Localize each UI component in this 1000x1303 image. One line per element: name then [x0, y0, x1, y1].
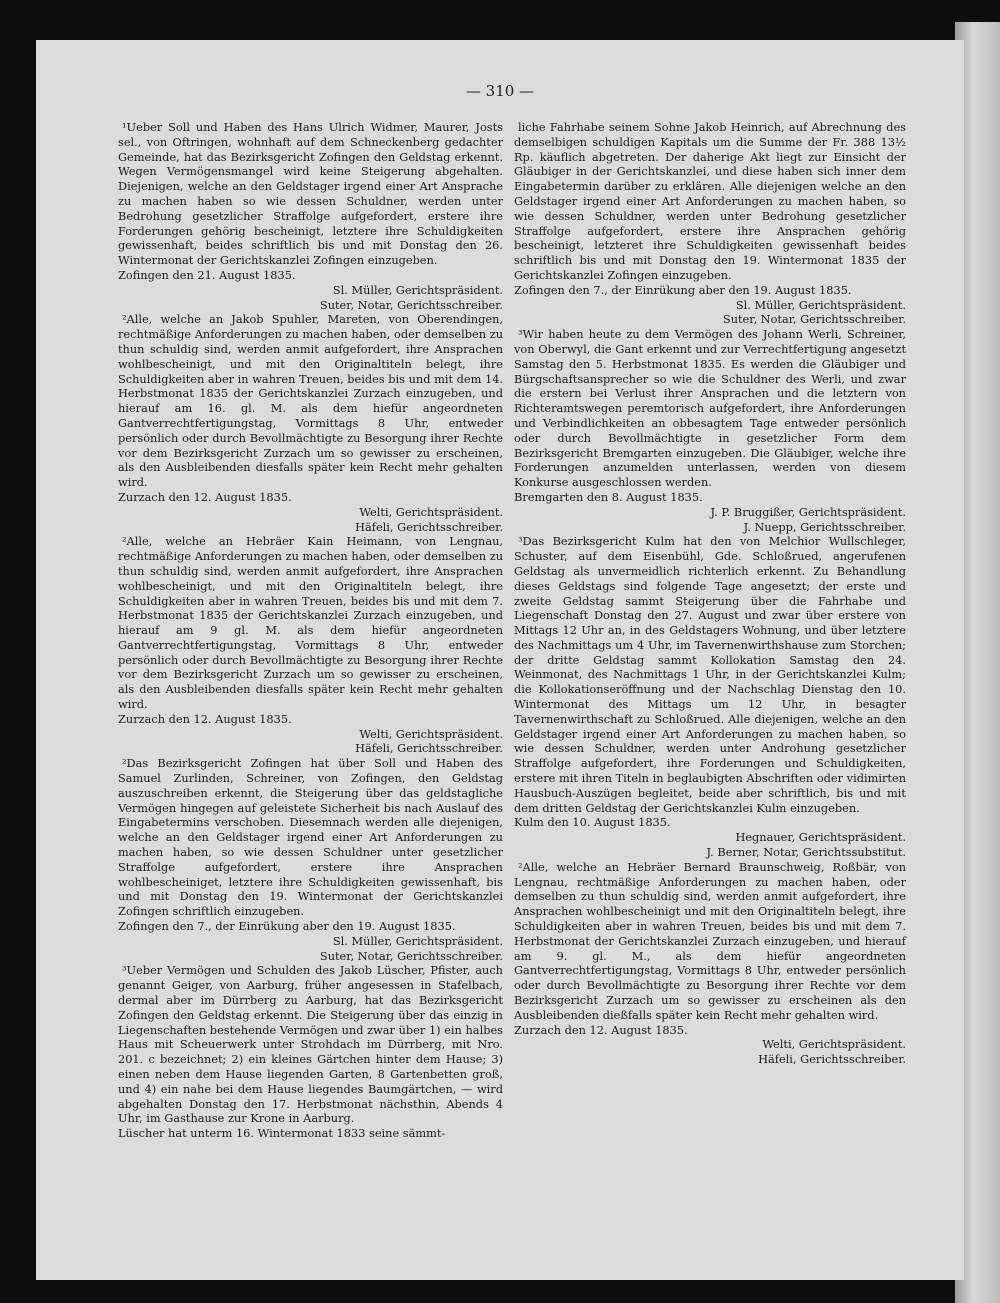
- notice-signature: Welti, Gerichtspräsident.: [359, 726, 503, 741]
- notice-text: liche Fahrhabe seinem Sohne Jakob Heinrich, auf Abrechnung des demselbigen schuldigen Kapitals um die Summe der Fr. 388 13½ Rp. käuflich abgetreten. Der daherige Akt liegt zur Einsicht der Gläubiger in der Gerichtskanzlei, und diese haben sich inner dem Eingabetermin darüber zu erklären. Alle diejenigen welche an den Geldstager irgend einer Art Anforderungen zu machen haben, so wie dessen Schuldner, werden unter Bedrohung gesetzlicher Straffolge aufgefordert, erstere ihre Ansprachen gehörig bescheinigt, letzteret ihre Schuldigkeiten gewissenhaft beides schriftlich bis und mit Donstag den 19. Wintermonat 1835 der Gerichtskanzlei Zofingen einzugeben.: [514, 120, 906, 282]
- notice-signature: Suter, Notar, Gerichtsschreiber.: [319, 948, 503, 963]
- notice-date: Zofingen den 7., der Einrükung aber den 19. August 1835.: [514, 282, 852, 297]
- notice-signature: Suter, Notar, Gerichtsschreiber.: [319, 297, 503, 312]
- notice-date: Zurzach den 12. August 1835.: [118, 489, 292, 504]
- notice-signature: Hegnauer, Gerichtspräsident.: [735, 830, 906, 845]
- notice-date: Zurzach den 12. August 1835.: [118, 711, 292, 726]
- notice-text: ³Ueber Vermögen und Schulden des Jakob Lüscher, Pfister, auch genannt Geiger, von Aarburg, früher angesessen in Stafelbach, dermal aber im Dürrberg zu Aarburg, hat das Bezirksgericht Zofingen den Geldstag erkennt. Die Steigerung über das einzig in Liegenschaften bestehende Vermögen und zwar über 1) ein halbes Haus mit Scheuerwerk unter Strohdach im Dürrberg, mit Nro. 201. c bezeichnet; 2) ein kleines Gärtchen hinter dem Hause; 3) einen neben dem Hause liegenden Garten, 8 Gartenbetten groß, und 4) ein nahe bei dem Hause liegendes Baumgärtchen, — wird abgehalten Donstag den 17. Herbstmonat nächsthin, Abends 4 Uhr, im Gasthause zur Krone in Aarburg.: [118, 963, 503, 1126]
- notice-block: [118, 534, 503, 756]
- notice-signature: Häfeli, Gerichtsschreiber.: [355, 741, 503, 756]
- notice-signature: Suter, Notar, Gerichtsschreiber.: [722, 312, 906, 327]
- notice-signature: Welti, Gerichtspräsident.: [762, 1037, 906, 1052]
- notice-block: [118, 120, 503, 312]
- notice-text: Lüscher hat unterm 16. Wintermonat 1833 seine sämmt-: [118, 1126, 446, 1141]
- notice-block: [514, 327, 906, 534]
- right-column: [514, 120, 906, 1067]
- notice-signature: Welti, Gerichtspräsident.: [359, 504, 503, 519]
- notice-signature: Häfeli, Gerichtsschreiber.: [355, 519, 503, 534]
- notice-text: ³Das Bezirksgericht Kulm hat den von Melchior Wullschleger, Schuster, auf dem Eisenbühl, Gde. Schloßrued, angerufenen Geldstag als unvermeidlich richterlich erkennt. Zu Behandlung dieses Geldstags sind folgende Tage angesetzt; der erste und zweite Geldstag sammt Steigerung über die Fahrhabe und Liegenschaft Donstag den 27. August und zwar über erstere von Mittags 12 Uhr an, in des Geldstagers Wohnung, und über letztere des Nachmittags um 4 Uhr, im Tavernenwirthshause zum Storchen; der dritte Geldstag sammt Kollokation Samstag den 24. Weinmonat, des Nachmittags 1 Uhr, in der Gerichtskanzlei Kulm; die Kollokationseröffnung und der Nachschlag Dienstag den 10. Wintermonat des Mittags um 12 Uhr, in besagter Tavernenwirthschaft zu Schloßrued. Alle diejenigen, welche an den Geldstager irgend einer Art Anforderungen zu machen haben, so wie dessen Schuldner, werden unter Androhung gesetzlicher Straffolge aufgefordert, ihre Forderungen und Schuldigkeiten, erstere mit ihren Titeln in beglaubigten Abschriften oder vidimirten Hausbuch-Auszügen begleitet, beide aber schriftlich, bis und mit dem dritten Geldstag der Gerichtskanzlei Kulm einzugeben.: [514, 534, 906, 815]
- notice-text: ¹Ueber Soll und Haben des Hans Ulrich Widmer, Maurer, Josts sel., von Oftringen, wohnhaft auf dem Schneckenberg gedachter Gemeinde, hat das Bezirksgericht Zofingen den Geldstag erkennt. Wegen Vermögensmangel wird keine Steigerung abgehalten. Diejenigen, welche an den Geldstager irgend einer Art Ansprache zu machen haben so wie dessen Schuldner, werden unter Bedrohung gesetzlicher Straffolge aufgefordert, erstere ihre Forderungen gehörig bescheinigt, letztere ihre Schuldigkeiten gewissenhaft, beides schriftlich bis und mit Donstag den 26. Wintermonat der Gerichtskanzlei Zofingen einzugeben.: [118, 120, 503, 268]
- notice-block: [514, 534, 906, 860]
- notice-block: [118, 312, 503, 534]
- notice-signature: J. P. Bruggißer, Gerichtspräsident.: [710, 504, 906, 519]
- page-number: — 310 —: [465, 82, 535, 100]
- notice-date: Zofingen den 7., der Einrükung aber den 19. August 1835.: [118, 919, 456, 934]
- notice-date: Zofingen den 21. August 1835.: [118, 267, 296, 282]
- notice-text: ²Alle, welche an Jakob Spuhler, Mareten, von Oberendingen, rechtmäßige Anforderungen zu machen haben, oder demselben zu thun schuldig sind, werden anmit aufgefordert, ihre Ansprachen wohlbescheinigt, und mit den Originaltiteln belegt, ihre Schuldigkeiten aber in wahren Treuen, beides bis und mit dem 14. Herbstmonat 1835 der Gerichtskanzlei Zurzach einzugeben, und hierauf am 16. gl. M. als dem hiefür angeordneten Gantverrechtfertigungstag, Vormittags 8 Uhr, entweder persönlich oder durch Bevollmächtigte zu Besorgung ihrer Rechte vor dem Bezirksgericht Zurzach um so gewisser zu erscheinen, als den Ausbleibenden diesfalls später kein Recht mehr gehalten wird.: [118, 312, 504, 490]
- notice-block: [118, 963, 503, 1141]
- notice-text: ³Wir haben heute zu dem Vermögen des Johann Werli, Schreiner, von Oberwyl, die Gant erkennt und zur Verrechtfertigung angesetzt Samstag den 5. Herbstmonat 1835. Es werden die Gläubiger und Bürgschaftsansprecher so wie die Schuldner des Werli, und zwar die erstern bei Verlust ihrer Ansprachen und die letztern von Richteramtswegen peremtorisch aufgefordert, ihre Anforderungen und Verbindlichkeiten an obbesagtem Tage entweder persönlich oder durch Bevollmächtigte in gesetzlicher Form dem Bezirksgericht Bremgarten einzugeben. Die Gläubiger, welche ihre Forderungen anzumelden unterlassen, werden von diesem Konkurse ausgeschlossen werden.: [514, 327, 906, 490]
- notice-signature: Sl. Müller, Gerichtspräsident.: [332, 933, 503, 948]
- notice-date: Kulm den 10. August 1835.: [514, 815, 671, 830]
- notice-signature: J. Berner, Notar, Gerichtssubstitut.: [706, 845, 906, 860]
- notice-text: ²Das Bezirksgericht Zofingen hat über Soll und Haben des Samuel Zurlinden, Schreiner, von Zofingen, den Geldstag auszuschreiben erkennt, die Steigerung über das geldstagliche Vermögen hingegen auf geleistete Sicherheit bis nach Auslauf des Eingabetermins verschoben. Diesemnach werden alle diejenigen, welche an den Geldstager irgend einer Art Anforderungen zu machen haben, so wie dessen Schuldner unter gesetzlicher Straffolge aufgefordert, erstere ihre Ansprachen wohlbescheiniget, letztere ihre Schuldigkeiten gewissenhaft, bis und mit Donstag den 19. Wintermonat der Gerichtskanzlei Zofingen schriftlich einzugeben.: [118, 756, 503, 919]
- notice-block: [118, 756, 503, 963]
- notice-text: ²Alle, welche an Hebräer Bernard Braunschweig, Roßbär, von Lengnau, rechtmäßige Anforderungen zu machen haben, oder demselben zu thun schuldig sind, werden anmit aufgefordert, ihre Ansprachen wohlbescheinigt und mit den Originaltiteln belegt, ihre Schuldigkeiten aber in wahren Treuen, beides bis und mit dem 7. Herbstmonat der Gerichtskanzlei Zurzach einzugeben, und hierauf am 9. gl. M., als dem hiefür angeordneten Gantverrechtfertigungstag, Vormittags 8 Uhr, entweder persönlich oder durch Bevollmächtigte zu Besorgung ihrer Rechte vor dem Bezirksgericht Zurzach um so gewisser zu erscheinen als den Ausbleibenden dießfalls später kein Recht mehr gehalten wird.: [514, 859, 906, 1022]
- notice-signature: Sl. Müller, Gerichtspräsident.: [735, 297, 906, 312]
- notice-block: [514, 860, 906, 1067]
- notice-date: Bremgarten den 8. August 1835.: [514, 489, 703, 504]
- notice-block: [514, 120, 906, 327]
- notice-text: ²Alle, welche an Hebräer Kain Heimann, von Lengnau, rechtmäßige Anforderungen zu machen haben, oder demselben zu thun schuldig sind, werden anmit aufgefordert, ihre Ansprachen wohlbescheinigt, und mit den Originaltiteln belegt, ihre Schuldigkeiten aber in wahren Treuen, beides bis und mit dem 7. Herbstmonat 1835 der Gerichtskanzlei Zurzach einzugeben, und hierauf am 9 gl. M. als dem hiefür angeordneten Gantverrechtfertigungstag, Vormittags 8 Uhr, entweder persönlich oder durch Bevollmächtigte zu Besorgung ihrer Rechte vor dem Bezirksgericht Zurzach um so gewisser zu erscheinen, als den Ausbleibenden diesfalls später kein Recht mehr gehalten wird.: [118, 534, 503, 712]
- left-column: [118, 120, 503, 1141]
- newspaper-page: [36, 40, 964, 1280]
- notice-signature: Sl. Müller, Gerichtspräsident.: [332, 282, 503, 297]
- notice-signature: J. Nuepp, Gerichtsschreiber.: [743, 519, 906, 534]
- notice-signature: Häfeli, Gerichtsschreiber.: [758, 1052, 906, 1067]
- notice-date: Zurzach den 12. August 1835.: [514, 1022, 688, 1037]
